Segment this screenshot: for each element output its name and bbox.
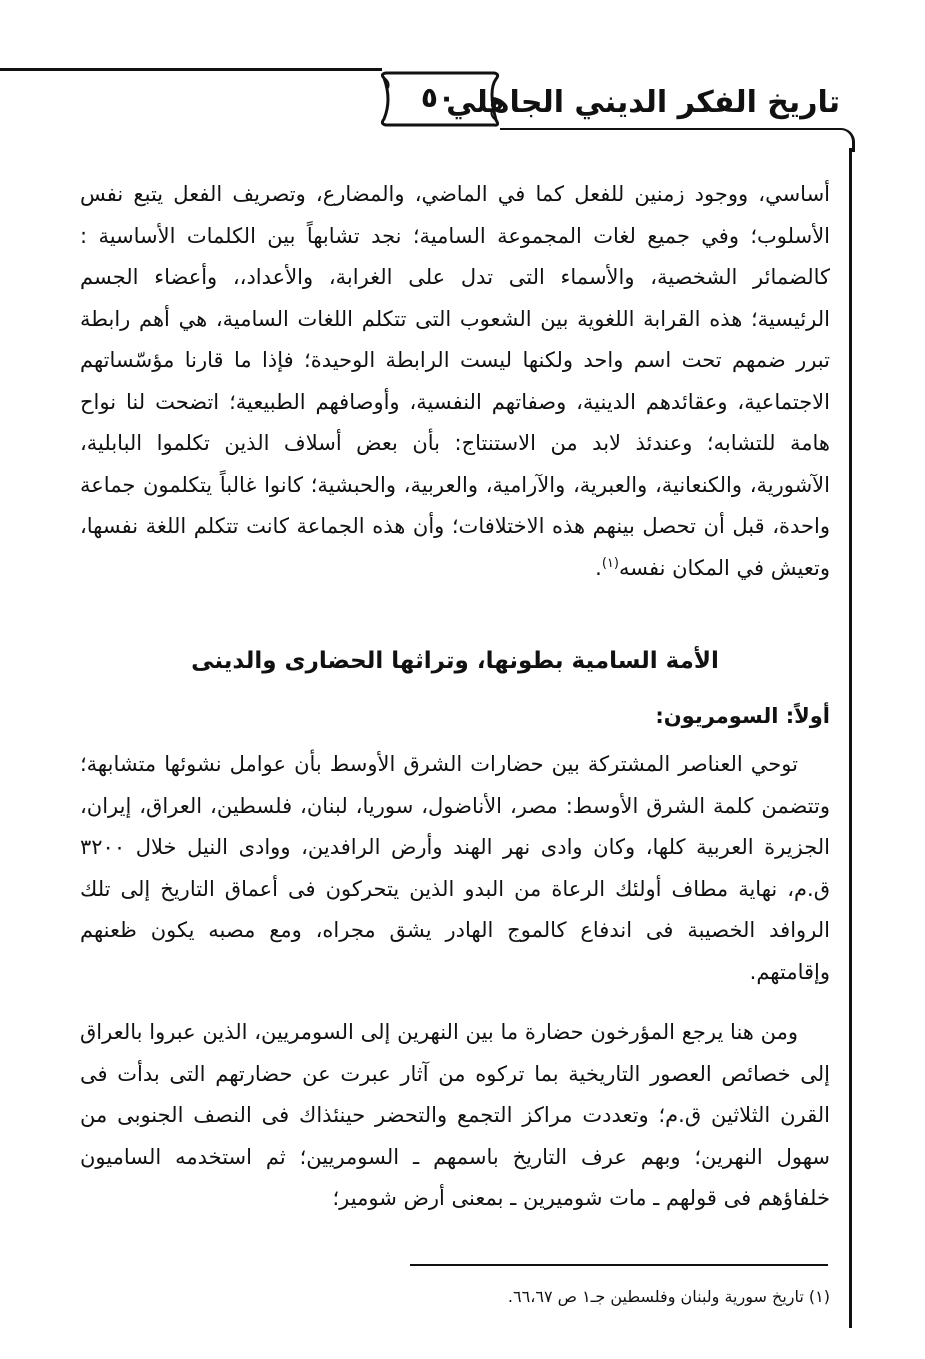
paragraph: توحي العناصر المشتركة بين حضارات الشرق الأوسط بأن عوامل نشوئها متشابهة؛ وتتضمن كلمة الشرق الأوسط: مصر، الأناضول، سوريا، لبنان، فلسطين، العراق، إيران، الجزيرة العربية كلها، وكان وادى نهر الهند وأرض الرافدين، ووادى النيل خلال ٣٢٠٠ ق.م، نهاية مطاف أولئك الرعاة من البدو الذين يتحركون فى أعماق التاريخ إلى تلك الروافد الخصيبة فى اندفاع كالموج الهادر يشق مجراه، ومع مصبه يكون ظعنهم وإقامتهم. [80,752,830,984]
paragraph: أساسي، ووجود زمنين للفعل كما في الماضي، والمضارع، وتصريف الفعل يتبع نفس الأسلوب؛ وفي جميع لغات المجموعة السامية؛ نجد تشابهاً بين الكلمات الأساسية : كالضمائر الشخصية، والأسماء التى تدل على الغرابة، والأعداد،، وأعضاء الجسم الرئيسية؛ هذه القرابة اللغوية بين الشعوب التى تتكلم اللغات السامية، هي أهم رابطة تبرر ضمهم تحت اسم واحد ولكنها ليست الرابطة الوحيدة؛ فإذا ما قارنا مؤسّساتهم الاجتماعية، وعقائدهم الدينية، وصفاتهم النفسية، وأوصافهم الطبيعية؛ اتضحت لنا نواح هامة للتشابه؛ وعندئذ لابد من الاستنتاج: بأن بعض أسلاف الذين تكلموا البابلية، الآشورية، والكنعانية، والعبرية، والآرامية، والعربية، والحبشية؛ كانوا غالباً يتكلمون جماعة واحدة، قبل أن تحصل بينهم هذه الاختلافات؛ وأن هذه الجماعة كانت تتكلم اللغة نفسها، وتعيش في المكان نفسه$^{(١)}$. [80,182,830,580]
subsection-heading: أولاً: السومريون: [655,704,830,728]
body-text-top [80,174,830,589]
margin-rule [849,148,852,1328]
body-text-bottom [80,1012,830,1220]
header-frame [500,128,855,152]
body-text-middle [80,744,830,993]
page-number: ٥٠ [420,81,456,114]
footnote: (١) تاريخ سورية ولبنان وفلسطين جـ١ ص ٦٦،٦٧. [507,1287,830,1306]
running-title: تاريخ الفكر الديني الجاهلي [446,85,840,120]
paragraph: ومن هنا يرجع المؤرخون حضارة ما بين النهرين إلى السومريين، الذين عبروا بالعراق إلى خصائص العصور التاريخية بما تركوه من آثار عبرت عن حضارتهم التى بدأت فى القرن الثلاثين ق.م؛ وتعددت مراكز التجمع والتحضر حينئذاك فى النصف الجنوبى من سهول النهرين؛ وبهم عرف التاريخ باسمهم ـ السومريين؛ ثم استخدمه الساميون خلفاؤهم فى قولهم ـ مات شوميرين ـ بمعنى أرض شومير؛ [80,1020,830,1210]
footnote-separator [410,1264,828,1266]
paragraph-text: أساسي، ووجود زمنين للفعل كما في الماضي، والمضارع، وتصريف الفعل يتبع نفس الأسلوب؛ وفي جميع لغات المجموعة السامية؛ نجد تشابهاً بين الكلمات الأساسية : كالضمائر الشخصية، والأسماء التى تدل على الغرابة، والأعداد،، وأعضاء الجسم الرئيسية؛ هذه القرابة اللغوية بين الشعوب التى تتكلم اللغات السامية، هي أهم رابطة تبرر ضمهم تحت اسم واحد ولكنها ليست الرابطة الوحيدة؛ فإذا ما قارنا مؤسّساتهم الاجتماعية، وعقائدهم الدينية، وصفاتهم النفسية، وأوصافهم الطبيعية؛ اتضحت لنا نواح هامة للتشابه؛ وعندئذ لابد من الاستنتاج: بأن بعض أسلاف الذين تكلموا البابلية، الآشورية، والكنعانية، والعبرية، والآرامية، والعربية، والحبشية؛ كانوا غالباً يتكلمون جماعة واحدة، قبل أن تحصل بينهم هذه الاختلافات؛ وأن هذه الجماعة كانت تتكلم اللغة نفسها، وتعيش في المكان نفسه [80,182,830,580]
section-heading: الأمة السامية بطونها، وتراثها الحضارى والدينى [191,648,719,674]
footnote-reference: (١) [601,555,619,571]
header-rule [0,68,382,71]
